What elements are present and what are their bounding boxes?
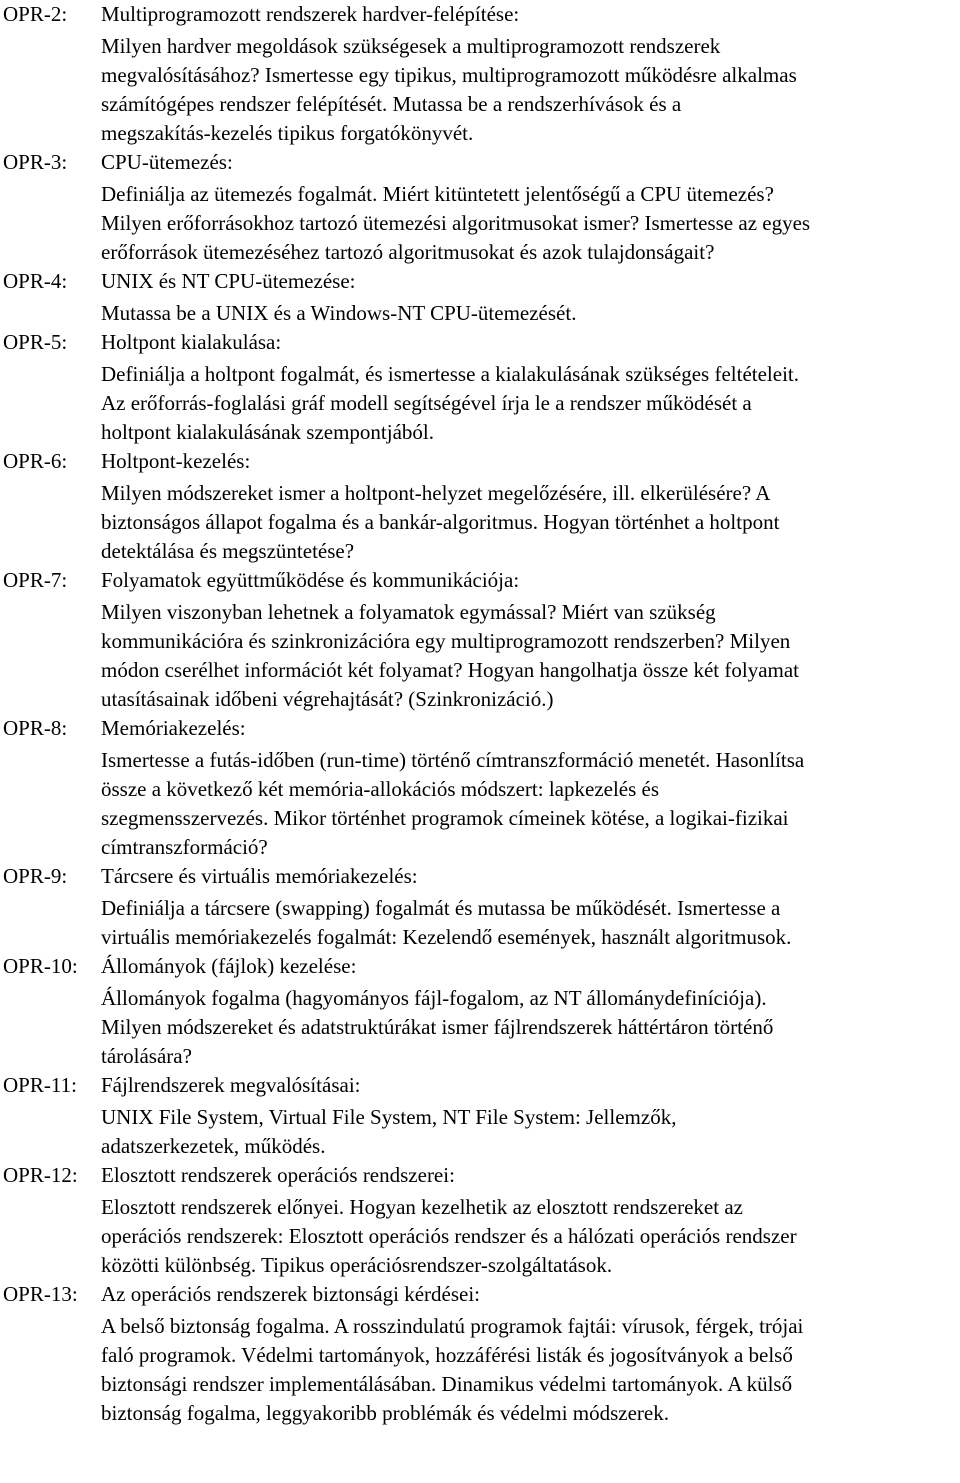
description-line: kommunikációra és szinkronizációra egy multiprogramozott rendszerben? Milyen: [101, 629, 791, 653]
description-line: biztonsági rendszer implementálásában. Dinamikus védelmi tartományok. A külső: [101, 1372, 793, 1396]
description-line: adatszerkezetek, működés.: [101, 1134, 326, 1158]
topic-title: UNIX és NT CPU-ütemezése:: [101, 269, 356, 293]
topic-entry: [0, 0, 960, 148]
description-line: össze a következő két memória-allokációs módszert: lapkezelés és: [101, 777, 660, 801]
topic-description: [101, 1312, 960, 1428]
topic-title: CPU-ütemezés:: [101, 150, 233, 174]
topic-title: Holtpont kialakulása:: [101, 330, 282, 354]
description-line: szegmensszervezés. Mikor történhet programok címeinek kötése, a logikai-fizikai: [101, 806, 789, 830]
description-line: UNIX File System, Virtual File System, NT File System: Jellemzők,: [101, 1105, 677, 1129]
topic-code: OPR-4:: [3, 269, 68, 293]
topic-entry: [0, 1280, 960, 1428]
topic-code: OPR-3:: [3, 150, 68, 174]
description-line: Ismertesse a futás-időben (run-time) történő címtranszformáció menetét. Hasonlítsa: [101, 748, 805, 772]
topic-entry: [0, 148, 960, 267]
description-line: megvalósításához? Ismertesse egy tipikus, multiprogramozott működésre alkalmas: [101, 63, 797, 87]
topic-description: [101, 984, 960, 1071]
description-line: biztonságos állapot fogalma és a bankár-algoritmus. Hogyan történhet a holtpont: [101, 510, 780, 534]
description-line: Az erőforrás-foglalási gráf modell segítségével írja le a rendszer működését a: [101, 391, 752, 415]
topic-description: [101, 180, 960, 267]
topic-title: Folyamatok együttműködése és kommunikációja:: [101, 568, 520, 592]
description-line: Milyen módszereket és adatstruktúrákat ismer fájlrendszerek háttértáron történő: [101, 1015, 774, 1039]
topic-description: [101, 299, 960, 328]
topic-entry: [0, 714, 960, 862]
description-line: virtuális memóriakezelés fogalmát: Kezelendő események, használt algoritmusok.: [101, 925, 792, 949]
topic-title: Memóriakezelés:: [101, 716, 246, 740]
description-line: erőforrások ütemezéséhez tartozó algoritmusokat és azok tulajdonságait?: [101, 240, 715, 264]
topic-entry: [0, 328, 960, 447]
topic-title: Multiprogramozott rendszerek hardver-felépítése:: [101, 2, 520, 26]
description-line: operációs rendszerek: Elosztott operációs rendszer és a hálózati operációs rendszer: [101, 1224, 797, 1248]
description-line: Milyen erőforrásokhoz tartozó ütemezési algoritmusokat ismer? Ismertesse az egyes: [101, 211, 811, 235]
topic-description: [101, 598, 960, 714]
topic-title: Fájlrendszerek megvalósításai:: [101, 1073, 361, 1097]
description-line: Állományok fogalma (hagyományos fájl-fogalom, az NT állománydefiníciója).: [101, 986, 767, 1010]
topic-title: Állományok (fájlok) kezelése:: [101, 954, 357, 978]
topic-code: OPR-5:: [3, 330, 68, 354]
topic-entry: [0, 447, 960, 566]
topic-entry: [0, 952, 960, 1071]
topic-description: [101, 1103, 960, 1161]
description-line: biztonság fogalma, leggyakoribb problémák és védelmi módszerek.: [101, 1401, 669, 1425]
topic-code: OPR-6:: [3, 449, 68, 473]
topic-code: OPR-8:: [3, 716, 68, 740]
description-line: címtranszformáció?: [101, 835, 268, 859]
topic-code: OPR-7:: [3, 568, 68, 592]
description-line: tárolására?: [101, 1044, 192, 1068]
topic-title: Az operációs rendszerek biztonsági kérdései:: [101, 1282, 481, 1306]
description-line: Definiálja a holtpont fogalmát, és ismertesse a kialakulásának szükséges feltételeit.: [101, 362, 800, 386]
description-line: Milyen viszonyban lehetnek a folyamatok egymással? Miért van szükség: [101, 600, 716, 624]
description-line: utasításainak időbeni végrehajtását? (Szinkronizáció.): [101, 687, 554, 711]
topic-entry: [0, 267, 960, 328]
topic-description: [101, 479, 960, 566]
topic-code: OPR-9:: [3, 864, 68, 888]
topic-code: OPR-10:: [3, 954, 78, 978]
topic-description: [101, 32, 960, 148]
topic-description: [101, 360, 960, 447]
topic-code: OPR-13:: [3, 1282, 78, 1306]
topic-entry: [0, 1071, 960, 1161]
topic-title: Tárcsere és virtuális memóriakezelés:: [101, 864, 418, 888]
description-line: Mutassa be a UNIX és a Windows-NT CPU-ütemezését.: [101, 301, 577, 325]
topic-description: [101, 1193, 960, 1280]
topic-title: Holtpont-kezelés:: [101, 449, 251, 473]
description-line: Elosztott rendszerek előnyei. Hogyan kezelhetik az elosztott rendszereket az: [101, 1195, 743, 1219]
description-line: Milyen hardver megoldások szükségesek a multiprogramozott rendszerek: [101, 34, 721, 58]
description-line: számítógépes rendszer felépítését. Mutassa be a rendszerhívások és a: [101, 92, 682, 116]
description-line: megszakítás-kezelés tipikus forgatókönyvét.: [101, 121, 474, 145]
topic-code: OPR-11:: [3, 1073, 77, 1097]
description-line: detektálása és megszüntetése?: [101, 539, 355, 563]
topic-entry: [0, 566, 960, 714]
topic-description: [101, 746, 960, 862]
description-line: Definiálja a tárcsere (swapping) fogalmát és mutassa be működését. Ismertesse a: [101, 896, 781, 920]
description-line: módon cserélhet információt két folyamat? Hogyan hangolhatja össze két folyamat: [101, 658, 800, 682]
topic-description: [101, 894, 960, 952]
description-line: közötti különbség. Tipikus operációsrendszer-szolgáltatások.: [101, 1253, 613, 1277]
description-line: Definiálja az ütemezés fogalmát. Miért kitüntetett jelentőségű a CPU ütemezés?: [101, 182, 774, 206]
description-line: holtpont kialakulásának szempontjából.: [101, 420, 435, 444]
topic-entry: [0, 1161, 960, 1280]
topic-entry: [0, 862, 960, 952]
description-line: faló programok. Védelmi tartományok, hozzáférési listák és jogosítványok a belső: [101, 1343, 793, 1367]
description-line: Milyen módszereket ismer a holtpont-helyzet megelőzésére, ill. elkerülésére? A: [101, 481, 771, 505]
description-line: A belső biztonság fogalma. A rosszindulatú programok fajtái: vírusok, férgek, trójai: [101, 1314, 804, 1338]
topic-title: Elosztott rendszerek operációs rendszerei:: [101, 1163, 455, 1187]
topic-code: OPR-12:: [3, 1163, 78, 1187]
topic-code: OPR-2:: [3, 2, 68, 26]
